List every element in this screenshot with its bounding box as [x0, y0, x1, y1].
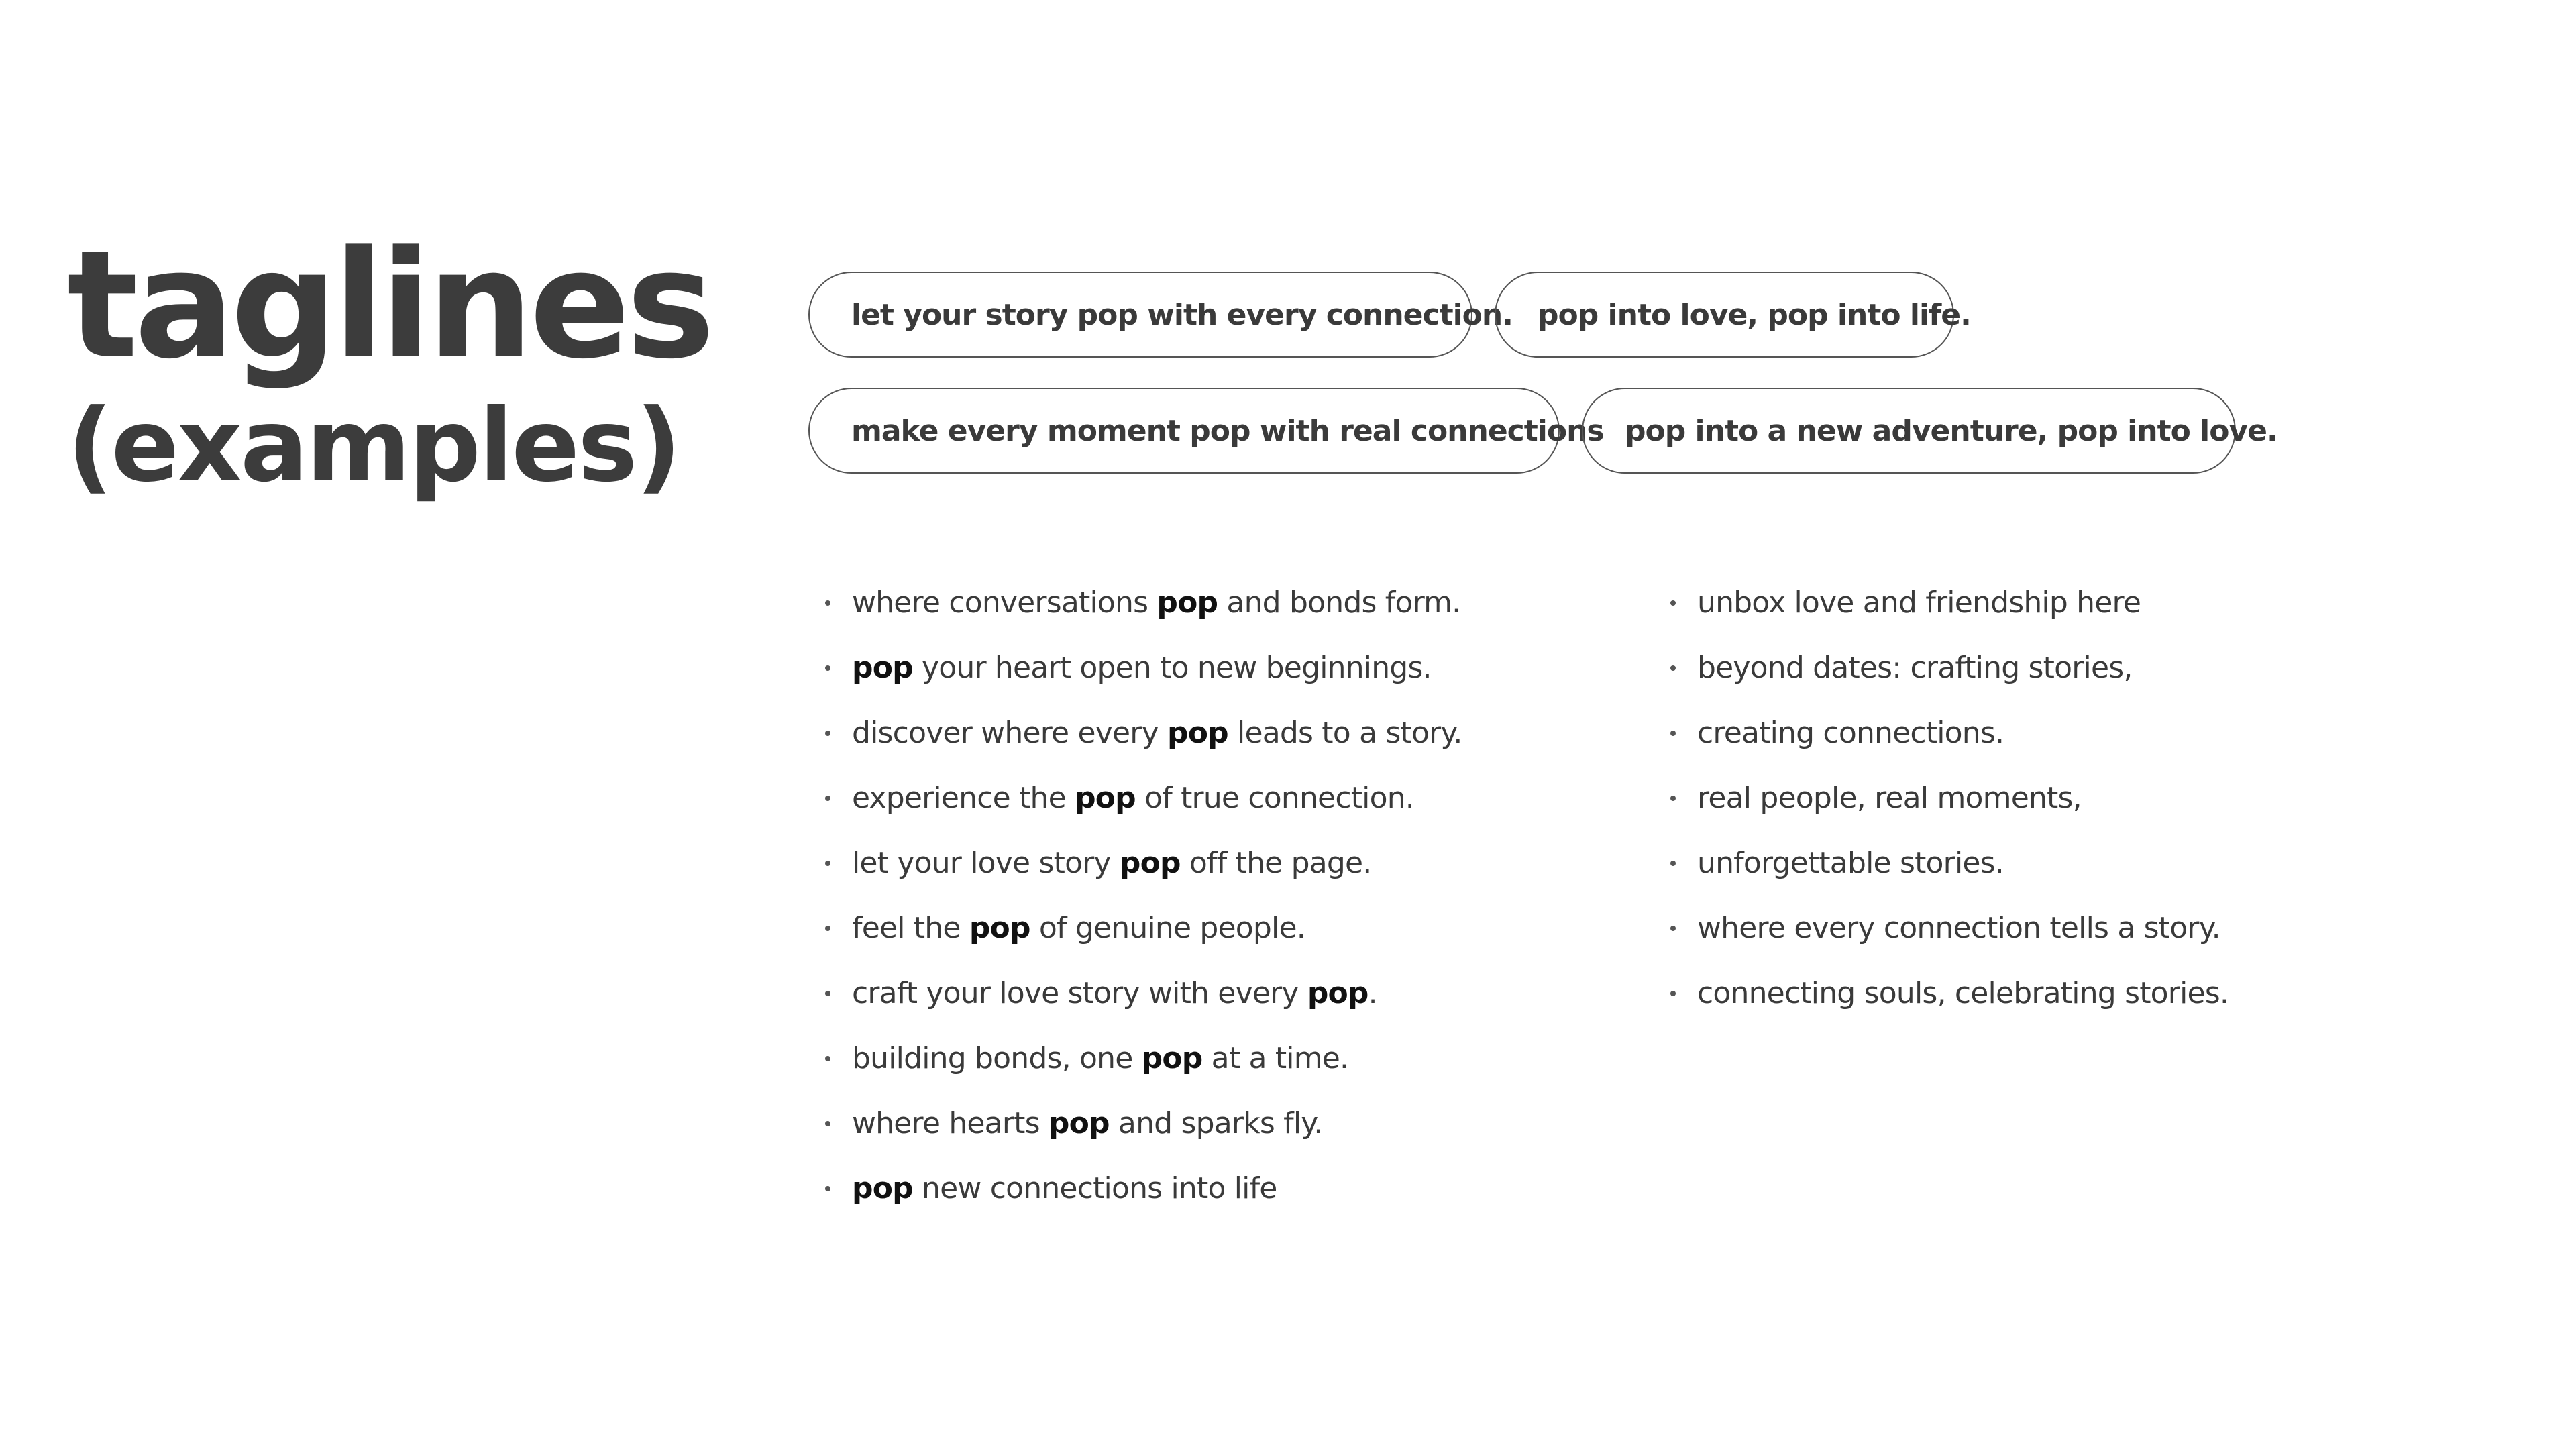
- bullet-icon: [825, 796, 830, 801]
- bullet-icon: [825, 600, 830, 606]
- tagline-pill: pop into love, pop into life.: [1495, 272, 1954, 358]
- item-text-before: craft your love story with every: [852, 976, 1307, 1010]
- item-text: creating connections.: [1697, 716, 2004, 750]
- list-item: [825, 837, 1462, 902]
- item-text-emphasis: pop: [969, 911, 1030, 945]
- item-text-before: let your love story: [852, 846, 1120, 880]
- page-title: taglines: [67, 219, 711, 392]
- list-item: [1670, 577, 2229, 642]
- list-item: [1670, 772, 2229, 837]
- item-text-emphasis: pop: [852, 1171, 913, 1205]
- tagline-pill: make every moment pop with real connections: [808, 388, 1560, 474]
- item-text-before: experience the: [852, 781, 1075, 815]
- bullet-icon: [825, 731, 830, 736]
- item-text-after: and sparks fly.: [1109, 1106, 1323, 1140]
- list-item: [825, 1097, 1462, 1163]
- bullet-icon: [1670, 991, 1676, 996]
- list-item: [825, 1032, 1462, 1097]
- item-text-after: at a time.: [1202, 1041, 1349, 1075]
- bullet-icon: [1670, 796, 1676, 801]
- bullet-icon: [825, 665, 830, 671]
- bullet-icon: [825, 1186, 830, 1191]
- item-text-before: where hearts: [852, 1106, 1049, 1140]
- list-item: [825, 967, 1462, 1032]
- bullet-icon: [825, 926, 830, 931]
- item-text-after: new connections into life: [912, 1171, 1277, 1205]
- item-text-emphasis: pop: [1141, 1041, 1203, 1075]
- item-text: unbox love and friendship here: [1697, 586, 2141, 620]
- list-item: [1670, 707, 2229, 772]
- item-text-after: of true connection.: [1135, 781, 1414, 815]
- item-text-emphasis: pop: [852, 651, 913, 685]
- page-subtitle: (examples): [67, 388, 680, 504]
- item-text-after: your heart open to new beginnings.: [912, 651, 1432, 685]
- item-text-after: and bonds form.: [1218, 586, 1461, 620]
- list-item: [1670, 902, 2229, 967]
- tagline-pill: pop into a new adventure, pop into love.: [1582, 388, 2236, 474]
- item-text-after: leads to a story.: [1228, 716, 1462, 750]
- item-text: connecting souls, celebrating stories.: [1697, 976, 2229, 1010]
- list-item: [825, 1163, 1462, 1228]
- item-text-after: off the page.: [1180, 846, 1372, 880]
- bullet-icon: [1670, 926, 1676, 931]
- tagline-list-left: [825, 577, 1462, 1228]
- tagline-pill: let your story pop with every connection.: [808, 272, 1472, 358]
- item-text-before: where conversations: [852, 586, 1157, 620]
- item-text-before: discover where every: [852, 716, 1167, 750]
- item-text: beyond dates: crafting stories,: [1697, 651, 2133, 685]
- bullet-icon: [1670, 861, 1676, 866]
- item-text-emphasis: pop: [1307, 976, 1368, 1010]
- tagline-list-right: [1670, 577, 2229, 1032]
- item-text-after: of genuine people.: [1030, 911, 1305, 945]
- list-item: [825, 577, 1462, 642]
- item-text: where every connection tells a story.: [1697, 911, 2220, 945]
- item-text-emphasis: pop: [1167, 716, 1228, 750]
- bullet-icon: [1670, 665, 1676, 671]
- list-item: [1670, 837, 2229, 902]
- item-text-emphasis: pop: [1119, 846, 1181, 880]
- list-item: [1670, 967, 2229, 1032]
- item-text-emphasis: pop: [1048, 1106, 1110, 1140]
- item-text-after: .: [1368, 976, 1377, 1010]
- item-text-emphasis: pop: [1075, 781, 1136, 815]
- bullet-icon: [1670, 731, 1676, 736]
- item-text-before: building bonds, one: [852, 1041, 1142, 1075]
- list-item: [825, 707, 1462, 772]
- list-item: [1670, 642, 2229, 707]
- bullet-icon: [1670, 600, 1676, 606]
- item-text: real people, real moments,: [1697, 781, 2082, 815]
- bullet-icon: [825, 991, 830, 996]
- list-item: [825, 902, 1462, 967]
- list-item: [825, 642, 1462, 707]
- list-item: [825, 772, 1462, 837]
- bullet-icon: [825, 1056, 830, 1061]
- bullet-icon: [825, 1121, 830, 1126]
- item-text-emphasis: pop: [1157, 586, 1218, 620]
- item-text: unforgettable stories.: [1697, 846, 2004, 880]
- item-text-before: feel the: [852, 911, 969, 945]
- bullet-icon: [825, 861, 830, 866]
